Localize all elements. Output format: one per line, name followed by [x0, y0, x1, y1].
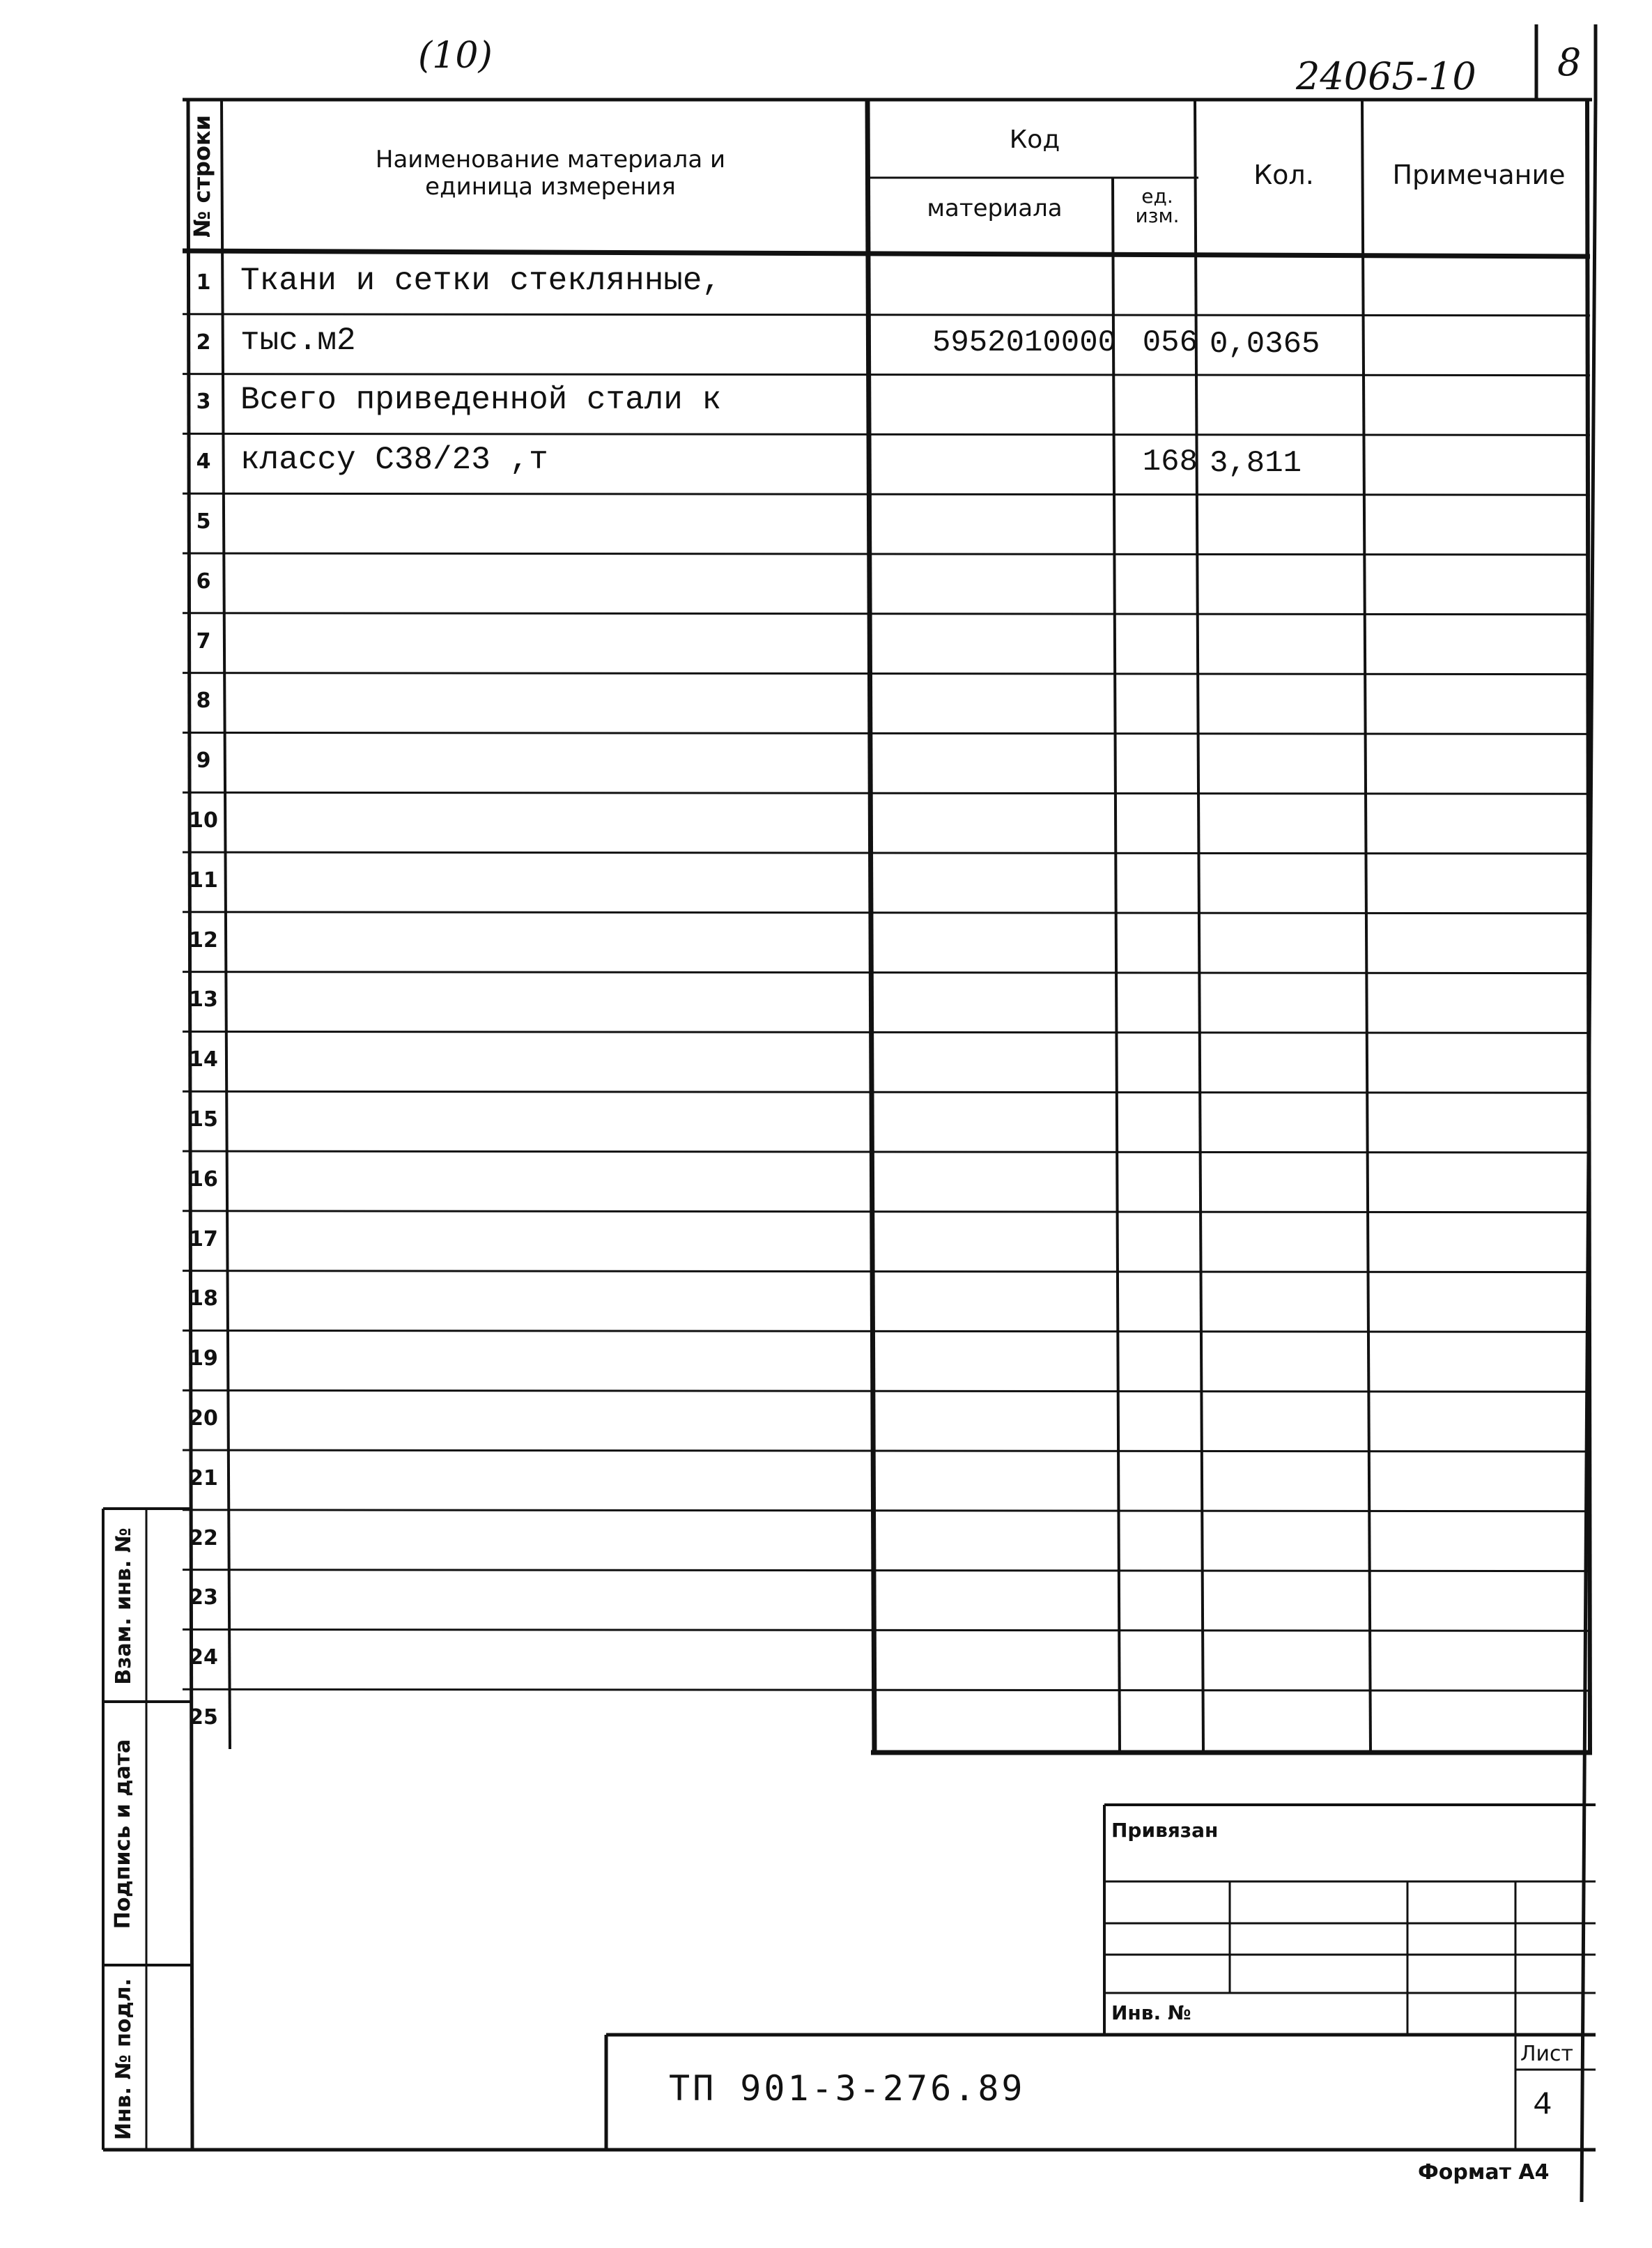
cell-n: 23	[189, 1585, 218, 1610]
table-row	[0, 1271, 1652, 1331]
cell-n: 18	[189, 1286, 218, 1311]
cell-name: Всего приведенной стали к	[240, 382, 722, 419]
table-row	[0, 1450, 1652, 1510]
table-row	[0, 613, 1652, 673]
original-inventory-label: Инв. № подл.	[111, 1978, 136, 2141]
inventory-number-label: Инв. №	[1111, 2001, 1191, 2024]
cell-n: 13	[189, 987, 218, 1013]
table-row	[0, 254, 1652, 314]
table-row	[0, 433, 1652, 493]
cell-n: 19	[189, 1346, 218, 1371]
table-row	[0, 1330, 1652, 1390]
cell-n: 6	[196, 569, 211, 594]
table-row	[0, 1211, 1652, 1271]
table-row	[0, 314, 1652, 374]
document-reference: 24065-10	[1296, 54, 1476, 98]
table-row	[0, 912, 1652, 972]
table-row	[0, 374, 1652, 434]
table-row	[0, 1689, 1652, 1749]
column-header-row-number: № строки	[189, 114, 215, 238]
sheet-label: Лист	[1520, 2042, 1574, 2066]
cell-n: 20	[189, 1406, 218, 1431]
table-row	[0, 1570, 1652, 1630]
table-row	[0, 1629, 1652, 1689]
cell-n: 16	[189, 1167, 218, 1192]
cell-n: 4	[196, 449, 211, 475]
cell-unit: 056	[1142, 325, 1198, 360]
cell-n: 12	[189, 927, 218, 953]
column-header-code: Код	[1009, 125, 1060, 154]
table-row	[0, 1510, 1652, 1570]
column-header-name: Наименование материала и единица измерения	[375, 146, 726, 201]
table-row	[0, 792, 1652, 852]
cell-unit: 168	[1142, 445, 1198, 480]
table-row	[0, 1031, 1652, 1091]
cell-n: 9	[196, 748, 211, 773]
cell-n: 7	[196, 629, 211, 654]
table-row	[0, 1091, 1652, 1151]
cell-name: классу С38/23 ,т	[240, 442, 548, 479]
cell-n: 25	[189, 1705, 218, 1730]
cell-n: 1	[196, 270, 211, 295]
cell-qty: 3,811	[1210, 446, 1302, 482]
table-row	[0, 493, 1652, 553]
page-number: 8	[1557, 40, 1582, 84]
cell-n: 15	[189, 1107, 218, 1132]
cell-n: 17	[189, 1226, 218, 1252]
table-row	[0, 553, 1652, 613]
cell-n: 24	[189, 1645, 218, 1670]
cell-n: 3	[196, 390, 211, 415]
table-row	[0, 673, 1652, 733]
sheet-number: 4	[1533, 2087, 1552, 2123]
cell-n: 21	[189, 1465, 218, 1491]
cell-code: 5952010000	[932, 325, 1116, 360]
table-row	[0, 732, 1652, 792]
document-code: ТП 901-3-276.89	[669, 2068, 1026, 2109]
signature-date-label: Подпись и дата	[111, 1739, 135, 1930]
column-header-code-unit: ед. изм.	[1135, 185, 1180, 227]
cell-n: 2	[196, 330, 211, 355]
bound-label: Привязан	[1111, 1819, 1219, 1842]
cell-n: 10	[189, 808, 218, 833]
table-row	[0, 1390, 1652, 1450]
cell-n: 22	[189, 1525, 218, 1550]
table-row	[0, 1151, 1652, 1211]
cell-n: 5	[196, 509, 211, 534]
column-header-note: Примечание	[1392, 160, 1566, 190]
cell-name: тыс.м2	[240, 322, 356, 359]
table-row	[0, 972, 1652, 1032]
column-header-quantity: Кол.	[1253, 160, 1314, 190]
cell-n: 14	[189, 1047, 218, 1072]
sheet-marker: (10)	[418, 35, 493, 77]
cell-n: 8	[196, 688, 211, 714]
cell-name: Ткани и сетки стеклянные,	[240, 262, 722, 299]
cell-n: 11	[189, 868, 218, 893]
paper-format: Формат А4	[1418, 2160, 1550, 2185]
table-row	[0, 852, 1652, 912]
replacement-inventory-label: Взам. инв. №	[111, 1527, 136, 1685]
column-header-code-material: материала	[927, 194, 1063, 222]
cell-qty: 0,0365	[1210, 326, 1320, 362]
